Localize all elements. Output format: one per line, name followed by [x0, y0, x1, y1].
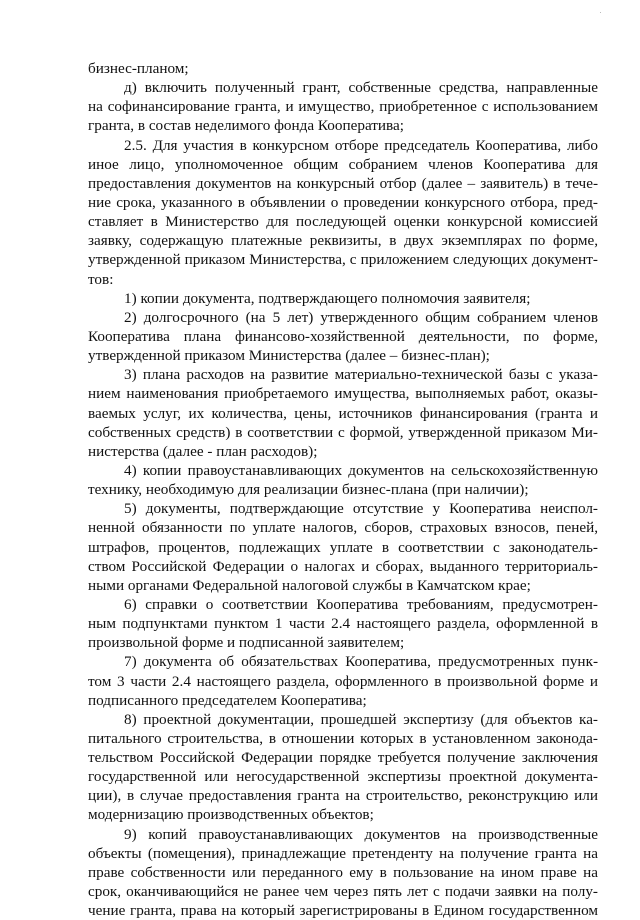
text-line: нием наименования приобретаемого имущества, выполняемых работ, оказы- — [88, 385, 598, 403]
text-line: предоставления документов на конкурсный отбор (далее – заявитель) в тече- — [88, 174, 598, 192]
text-line: бизнес-планом; — [88, 60, 189, 77]
text-line: чение гранта, права на который зарегистрированы в Едином государственном — [88, 902, 598, 920]
paragraph-p-9 — [88, 825, 598, 920]
text-line: подписанного председателем Кооператива; — [88, 691, 367, 709]
text-line: 1) копии документа, подтверждающего полномочия заявителя; — [124, 289, 531, 307]
text-line: ваемых услуг, их количества, цены, источников финансирования (гранта и — [88, 404, 598, 422]
text-line: 2.5. Для участия в конкурсном отборе председатель Кооператива, либо — [124, 136, 598, 154]
text-line: тельством Российской Федерации порядке требуется получение заключения — [88, 749, 598, 767]
paragraph-p-7 — [88, 652, 598, 709]
text-line: ным подпунктами пунктом 1 части 2.4 настоящего раздела, оформленной в — [88, 615, 598, 633]
paragraph-p-6 — [88, 595, 598, 652]
text-line: ние срока, указанного в объявлении о проведении конкурсного отбора, пред- — [88, 193, 598, 211]
text-line: питального строительства, в отношении которых в установленном законода- — [88, 729, 598, 747]
text-line: 5) документы, подтверждающие отсутствие у Кооператива неиспол- — [124, 500, 598, 518]
document-body — [88, 59, 598, 920]
text-line: на софинансирование гранта, и имущество, приобретенное с использованием — [88, 98, 598, 116]
text-line: утвержденной приказом Министерства (далее – бизнес-план); — [88, 347, 490, 365]
text-line: ными органами Федеральной налоговой службы в Камчатском крае; — [88, 576, 531, 594]
text-line: модернизацию производственных объектов; — [88, 806, 374, 824]
text-line: срок, оканчивающийся не ранее чем через пять лет с подачи заявки на полу- — [88, 883, 598, 901]
text-line: том 3 части 2.4 настоящего раздела, оформленного в произвольной форме и — [88, 672, 598, 690]
paragraph-p-1 — [88, 289, 598, 308]
paragraph-p-2-5 — [88, 136, 598, 289]
text-line: заявку, содержащую платежные реквизиты, в двух экземплярах по форме, — [88, 232, 598, 250]
paragraph-p-2 — [88, 308, 598, 365]
text-line: государственной или негосударственной экспертизы проектной документа- — [88, 768, 598, 786]
text-line: нистерства (далее - план расходов); — [88, 442, 318, 460]
text-line: ставляет в Министерство для последующей оценки конкурсной комиссией — [88, 213, 598, 231]
text-line: ством Российской Федерации о налогах и сборах, выданного территориаль- — [88, 557, 598, 575]
text-line: утвержденной приказом Министерства, с приложением следующих документ- — [88, 251, 598, 269]
text-line: 8) проектной документации, прошедшей экспертизу (для объектов ка- — [124, 710, 598, 728]
paragraph-p-8 — [88, 710, 598, 825]
text-line: технику, необходимую для реализации бизнес-плана (при наличии); — [88, 481, 529, 499]
text-line: собственных средств) в соответствии с формой, утвержденной приказом Ми- — [88, 423, 598, 441]
scan-speck — [600, 12, 601, 13]
text-line: 6) справки о соответствии Кооператива требованиям, предусмотрен- — [124, 595, 598, 613]
text-line: 3) плана расходов на развитие материально-технической базы с указа- — [124, 366, 598, 384]
text-line: ции), в случае предоставления гранта на строительство, реконструкцию или — [88, 787, 598, 805]
text-line: 4) копии правоустанавливающих документов на сельскохозяйственную — [124, 461, 598, 479]
text-line: ненной обязанности по уплате налогов, сборов, страховых взносов, пеней, — [88, 519, 598, 537]
paragraph-p-5 — [88, 499, 598, 595]
text-line: тов: — [88, 270, 114, 288]
text-line: праве собственности или переданного ему в пользование на ином праве на — [88, 863, 598, 881]
paragraph-p-d — [88, 78, 598, 135]
text-line: штрафов, процентов, подлежащих уплате в соответствии с законодатель- — [88, 538, 598, 556]
text-line: д) включить полученный грант, собственные средства, направленные — [124, 79, 598, 97]
text-line: Кооператива плана финансово-хозяйственной деятельности, по форме, — [88, 327, 598, 345]
paragraph-p-3 — [88, 365, 598, 461]
text-line: гранта, в состав неделимого фонда Кооператива; — [88, 117, 404, 135]
paragraph-p-4 — [88, 461, 598, 499]
text-line: произвольной форме и подписанной заявителем; — [88, 634, 405, 652]
text-line: иное лицо, уполномоченное общим собранием членов Кооператива для — [88, 155, 598, 173]
text-line: 9) копий правоустанавливающих документов на производственные — [124, 825, 598, 843]
text-line: 2) долгосрочного (на 5 лет) утвержденного общим собранием членов — [124, 308, 598, 326]
paragraph-p-cont — [88, 59, 598, 78]
text-line: объекты (помещения), принадлежащие претенденту на получение гранта на — [88, 844, 598, 862]
text-line: 7) документа об обязательствах Кооператива, предусмотренных пунк- — [124, 653, 598, 671]
